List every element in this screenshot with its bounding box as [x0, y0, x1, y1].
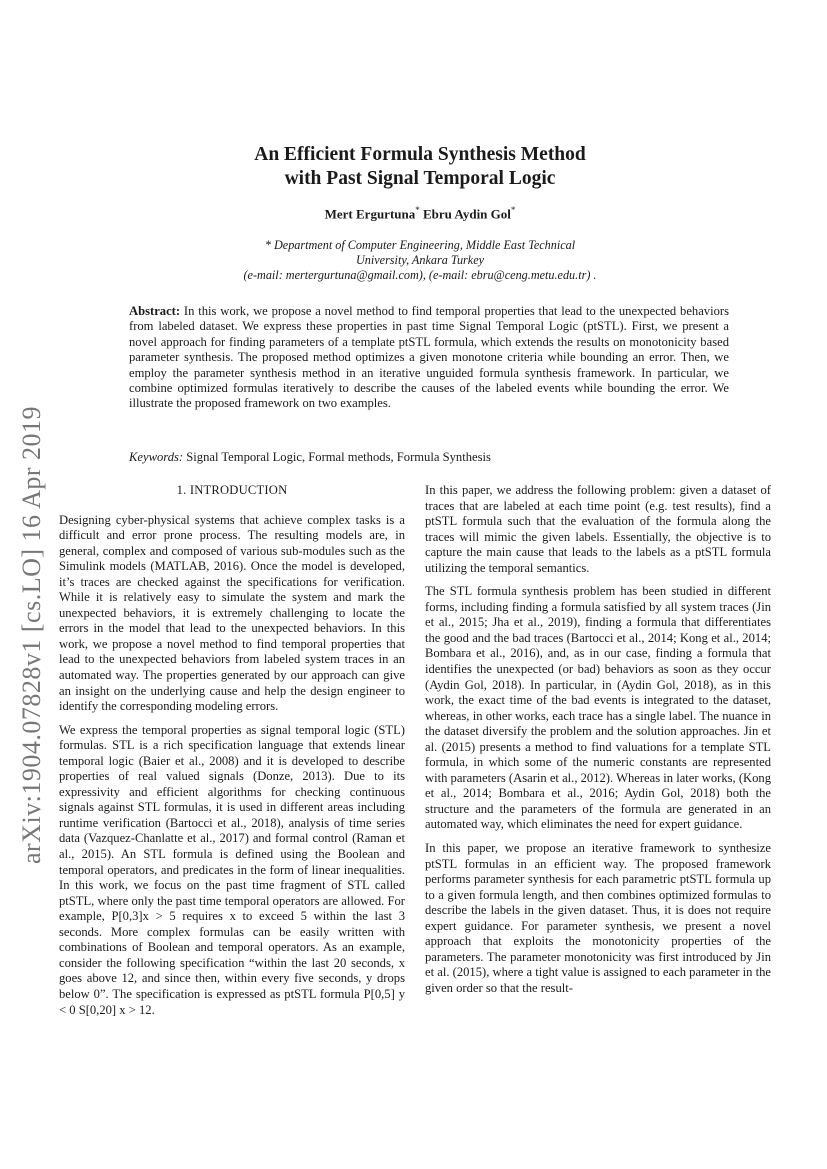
- arxiv-sidebar-stamp: [12, 350, 52, 920]
- affiliation-line-2: University, Ankara Turkey: [355, 253, 485, 267]
- title-line-2: with Past Signal Temporal Logic: [284, 168, 556, 189]
- author-1-mark: *: [415, 205, 420, 215]
- abstract: [129, 304, 729, 412]
- author-2: Ebru Aydin Gol: [422, 206, 511, 222]
- affiliation-line-3: (e-mail: mertergurtuna@gmail.com), (e-mail: ebru@ceng.metu.edu.tr) .: [243, 268, 597, 282]
- author-1: Mert Ergurtuna: [324, 206, 416, 222]
- left-column: [59, 483, 405, 1026]
- affiliation: [120, 238, 720, 283]
- paper-title: [120, 143, 720, 191]
- arxiv-id: arXiv:1904.07828v1 [cs.LO] 16 Apr 2019: [17, 405, 46, 865]
- keywords-label: Keywords:: [129, 450, 184, 464]
- abstract-label: Abstract:: [129, 304, 181, 318]
- author-list: [120, 205, 720, 222]
- paragraph: In this paper, we propose an iterative framework to synthesize ptSTL formulas in an efficient way. The proposed framework performs parameter synthesis for each parametric ptSTL formula up to a given formula length, and then combines optimized formulas to describe the labels in the given dataset. Thus, it is does not require expert guidance. For parameter synthesis, we present a novel approach that exploits the monotonicity properties of the parameters. The parameter monotonicity was first introduced by Jin et al. (2015), where a tight value is assigned to each parameter in the given order so that the result-: [425, 841, 771, 995]
- author-2-mark: *: [510, 205, 516, 215]
- paragraph: We express the temporal properties as signal temporal logic (STL) formulas. STL is a rich specification language that extends linear temporal logic (Baier et al., 2008) and it is developed to describe properties of real valued signals (Donze, 2013). Due to its expressivity and efficient algorithms for checking continuous signals against STL formulas, it is used in different areas including runtime verification (Bartocci et al., 2018), analysis of time series data (Vazquez-Chanlatte et al., 2017) and formal control (Raman et al., 2015). An STL formula is defined using the Boolean and temporal operators, and predicates in the form of linear inequalities. In this work, we focus on the past time fragment of STL called ptSTL, where only the past time temporal operators are allowed. For example, P[0,3]x > 5 requires x to exceed 5 within the last 3 seconds. More complex formulas can be easily written with combinations of Boolean and temporal operators. As an example, consider the following specification “within the last 20 seconds, x goes above 12, and since then, within every five seconds, y drops below 0”. The specification is expressed as ptSTL formula P[0,5] y < 0 S[0,20] x > 12.: [59, 722, 405, 1017]
- keywords-text: Signal Temporal Logic, Formal methods, Formula Synthesis: [186, 450, 491, 464]
- section-heading: 1. INTRODUCTION: [176, 483, 288, 497]
- right-column: [425, 483, 771, 1005]
- title-line-1: An Efficient Formula Synthesis Method: [254, 144, 586, 165]
- paragraph: Designing cyber-physical systems that achieve complex tasks is a difficult and error prone process. The resulting models are, in general, complex and composed of various sub-modules such as the Simulink models (MATLAB, 2016). Once the model is developed, it’s traces are checked against the specifications for verification. While it is relatively easy to simulate the system and mark the unexpected behaviors, it is extremely challenging to locate the errors in the model that lead to the unexpected behaviors. In this work, we propose a novel method to find temporal properties that lead to the unexpected behaviors from labeled system traces in an automated way. The properties generated by our approach can give an insight on the underlying cause and help the design engineer to identify the corresponding modeling errors.: [59, 512, 405, 714]
- keywords: [129, 450, 729, 465]
- affiliation-line-1: * Department of Computer Engineering, Middle East Technical: [264, 238, 576, 252]
- abstract-text: In this work, we propose a novel method to find temporal properties that lead to the unexpected behaviors from labeled dataset. We express these properties in past time Signal Temporal Logic (ptSTL). First, we present a novel approach for finding parameters of a template ptSTL formula, which extends the results on monotonicity based parameter synthesis. The proposed method optimizes a given monotone criteria while bounding an error. Then, we employ the parameter synthesis method in an iterative unguided formula synthesis framework. In particular, we combine optimized formulas iteratively to describe the causes of the labeled events while bounding the error. We illustrate the proposed framework on two examples.: [129, 304, 729, 411]
- paragraph: In this paper, we address the following problem: given a dataset of traces that are labeled at each time point (e.g. test results), find a ptSTL formula such that the evaluation of the formula along the traces will mimic the given labels. Essentially, the objective is to capture the main cause that leads to the labels as a ptSTL formula utilizing the temporal semantics.: [425, 483, 771, 575]
- paragraph: The STL formula synthesis problem has been studied in different forms, including finding a formula satisfied by all system traces (Jin et al., 2015; Jha et al., 2019), finding a formula that differentiates the good and the bad traces (Bartocci et al., 2014; Kong et al., 2014; Bombara et al., 2016), and, as in our case, finding a formula that identifies the unexpected (or bad) behaviors as soon as they occur (Aydin Gol, 2018). In particular, in (Aydin Gol, 2018), as in this work, the exact time of the bad events is integrated to the dataset, whereas, in other works, each trace has a single label. The nuance in the dataset diversify the problem and the solution approaches. Jin et al. (2015) presents a method to find valuations for a template STL formula, in which some of the numeric constants are represented with parameters (Asarin et al., 2012). Whereas in later works, (Kong et al., 2014; Bombara et al., 2016; Aydin Gol, 2018) both the structure and the parameters of the formula are generated in an automated way, which eliminates the need for expert guidance.: [425, 584, 771, 832]
